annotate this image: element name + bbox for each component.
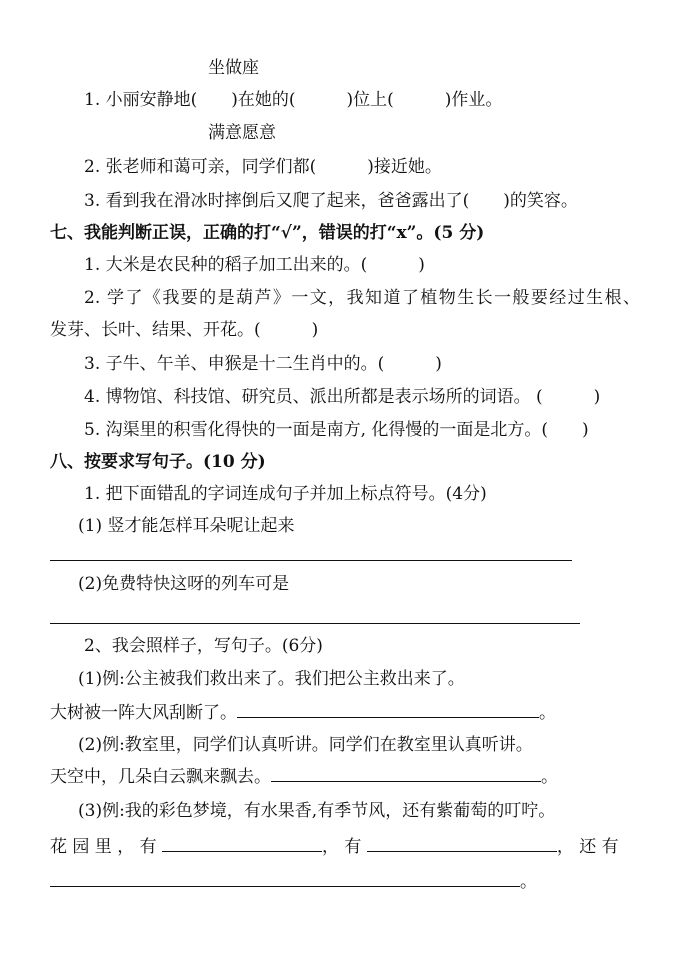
task-8-2-3-continuation (50, 870, 537, 894)
answer-line-8-2-3-b[interactable] (367, 837, 557, 852)
task-8-2-2-prompt: 天空中，几朵白云飘来飘去。 (50, 767, 271, 787)
period-mark: 。 (541, 767, 558, 787)
task-8-2-2 (50, 765, 558, 789)
section-7-title: 七、我能判断正误，正确的打“√”，错误的打“x”。(5 分) (50, 223, 485, 243)
subquestion-8-1: 1. 把下面错乱的字词连成句子并加上标点符号。(4分) (84, 484, 487, 504)
task-8-2-3-part2: ， 有 (322, 837, 362, 857)
task-8-2-3-part1: 花 园 里 ， 有 (50, 837, 157, 857)
answer-line-8-2-2[interactable] (271, 767, 541, 782)
question-6-3: 3. 看到我在滑冰时摔倒后又爬了起来，爸爸露出了( )的笑容。 (84, 191, 578, 211)
item-8-1-2: (2)免费特快这呀的列车可是 (78, 574, 290, 594)
question-7-2-line2: 发芽、长叶、结果、开花。( ) (50, 320, 319, 340)
period-mark: 。 (520, 872, 537, 892)
section-8-title: 八、按要求写句子。(10 分) (50, 452, 266, 472)
question-6-2: 2. 张老师和蔼可亲，同学们都( )接近她。 (84, 157, 442, 177)
question-7-2-line1: 2. 学了《我要的是葫芦》一文，我知道了植物生长一般要经过生根、 (84, 288, 640, 308)
question-7-1: 1. 大米是农民种的稻子加工出来的。( ) (84, 255, 425, 275)
answer-line-8-2-3-a[interactable] (162, 837, 322, 852)
task-8-2-3-part3: ， 还 有 (556, 837, 619, 857)
period-mark: 。 (539, 703, 556, 723)
question-6-1: 1. 小丽安静地( )在她的( )位上( )作业。 (84, 90, 503, 110)
answer-line-8-1-1[interactable] (50, 560, 572, 561)
question-7-4: 4. 博物馆、科技馆、研究员、派出所都是表示场所的词语。 ( ) (84, 387, 601, 407)
task-8-2-1-prompt: 大树被一阵大风刮断了。 (50, 703, 237, 723)
example-8-2-3: (3)例:我的彩色梦境，有水果香,有季节风，还有紫葡萄的叮咛。 (78, 801, 556, 821)
question-7-5: 5. 沟渠里的积雪化得快的一面是南方, 化得慢的一面是北方。( ) (84, 420, 589, 440)
answer-line-8-1-2[interactable] (50, 623, 580, 624)
task-8-2-1 (50, 701, 556, 725)
example-8-2-2: (2)例:教室里，同学们认真听讲。同学们在教室里认真听讲。 (78, 735, 533, 755)
word-choices-2: 满意愿意 (208, 123, 276, 143)
answer-line-8-2-3-c[interactable] (50, 872, 520, 887)
question-7-3: 3. 子牛、午羊、申猴是十二生肖中的。( ) (84, 354, 442, 374)
example-8-2-1: (1)例:公主被我们救出来了。我们把公主救出来了。 (78, 669, 465, 689)
subquestion-8-2: 2、我会照样子，写句子。(6分) (84, 636, 323, 656)
answer-line-8-2-1[interactable] (237, 703, 539, 718)
task-8-2-3 (50, 835, 619, 859)
item-8-1-1: (1) 竖才能怎样耳朵呢让起来 (78, 516, 295, 536)
word-choices-1: 坐做座 (208, 58, 259, 78)
